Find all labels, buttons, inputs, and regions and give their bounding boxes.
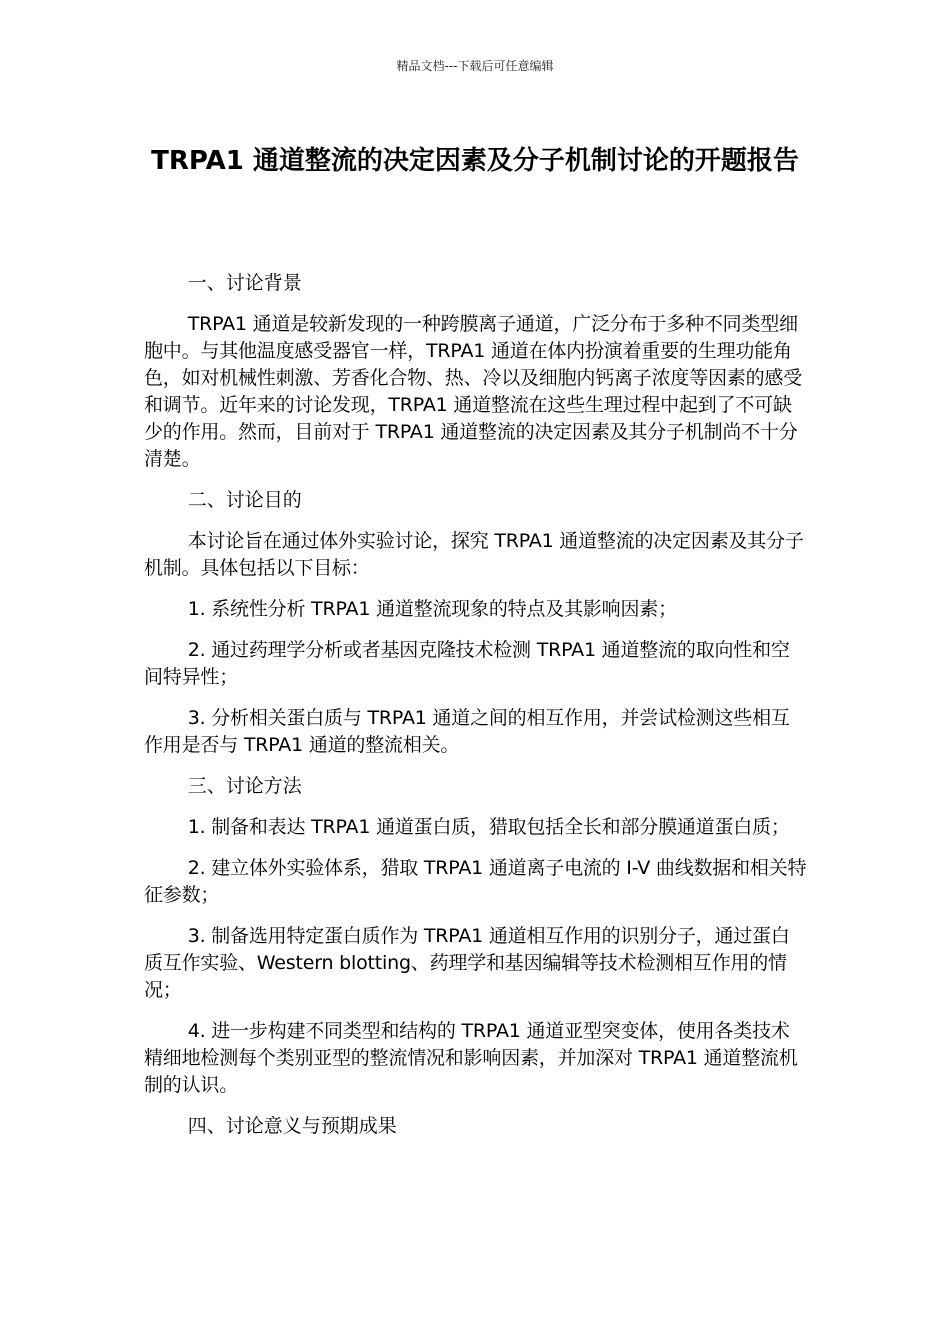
list-item: 3. 分析相关蛋白质与 TRPA1 通道之间的相互作用，并尝试检测这些相互作用是否与 TRPA1 通道的整流相关。 [144, 707, 790, 756]
section-heading-significance: 四、讨论意义与预期成果 [187, 1115, 397, 1137]
paragraph: TRPA1 通道是较新发现的一种跨膜离子通道，广泛分布于多种不同类型细胞中。与其他温度感受器官一样，TRPA1 通道在体内扮演着重要的生理功能角色，如对机械性刺激、芳香化合物、热、冷以及细胞内钙离子浓度等因素的感受和调节。近年来的讨论发现，TRPA1 通道整流在这些生理过程中起到了不可缺少的作用。然而，目前对于 TRPA1 通道整流的决定因素及其分子机制尚不十分清楚。 [144, 313, 803, 470]
header-note: 精品文档---下载后可任意编辑 [396, 59, 554, 73]
paragraph: 本讨论旨在通过体外实验讨论，探究 TRPA1 通道整流的决定因素及其分子机制。具体包括以下目标： [144, 530, 804, 579]
section-heading-purpose: 二、讨论目的 [187, 489, 302, 511]
section-heading-methods: 三、讨论方法 [187, 775, 302, 797]
document-title: TRPA1 通道整流的决定因素及分子机制讨论的开题报告 [151, 146, 799, 176]
list-item: 4. 进一步构建不同类型和结构的 TRPA1 通道亚型突变体，使用各类技术精细地检测每个类别亚型的整流情况和影响因素，并加深对 TRPA1 通道整流机制的认识。 [144, 1020, 798, 1096]
document-body [144, 270, 808, 1154]
section-heading-background: 一、讨论背景 [187, 272, 302, 294]
list-item: 1. 制备和表达 TRPA1 通道蛋白质，猎取包括全长和部分膜通道蛋白质； [187, 816, 790, 838]
list-item: 3. 制备选用特定蛋白质作为 TRPA1 通道相互作用的识别分子，通过蛋白质互作实验、Western blotting、药理学和基因编辑等技术检测相互作用的情况； [144, 925, 790, 1001]
list-item: 1. 系统性分析 TRPA1 通道整流现象的特点及其影响因素； [187, 598, 677, 620]
list-item: 2. 通过药理学分析或者基因克隆技术检测 TRPA1 通道整流的取向性和空间特异性； [144, 639, 790, 688]
list-item: 2. 建立体外实验体系，猎取 TRPA1 通道离子电流的 I-V 曲线数据和相关特征参数； [144, 857, 807, 906]
